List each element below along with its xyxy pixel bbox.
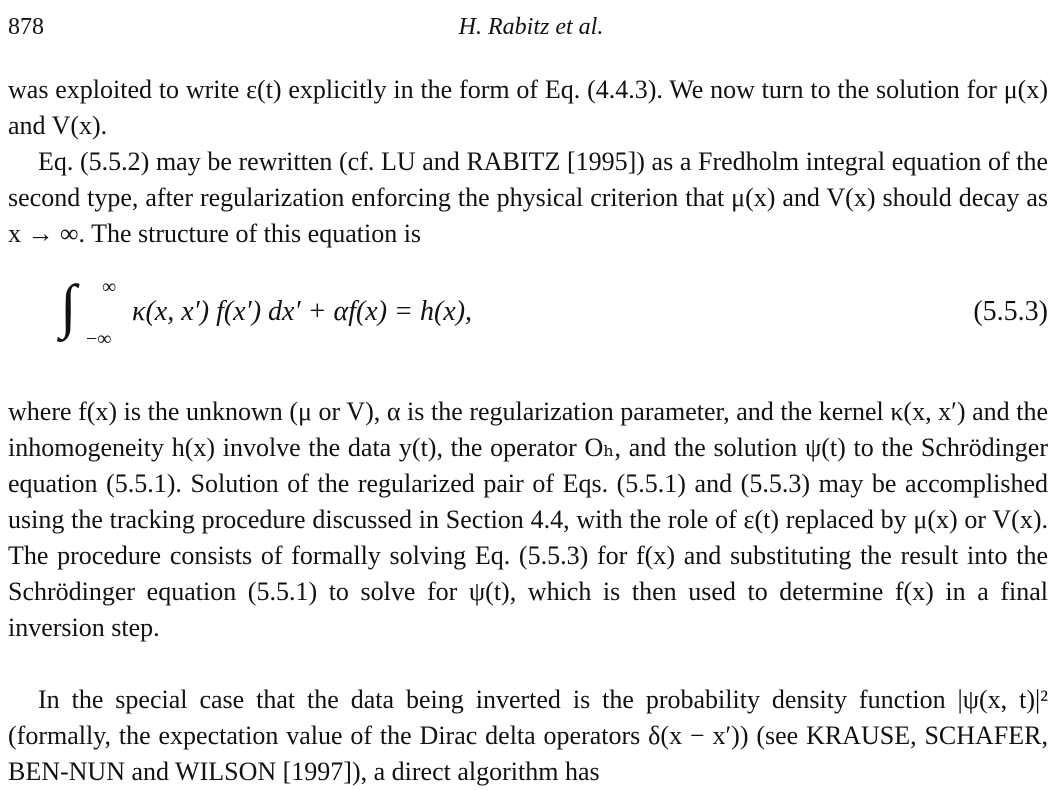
- paragraph-1: was exploited to write ε(t) explicitly in the form of Eq. (4.4.3). We now turn to the solution for μ(x) and V(x).: [8, 75, 1048, 140]
- equation-5-5-3: [60, 273, 1048, 356]
- equation-expression: κ(x, x′) f(x′) dx′ + αf(x) = h(x),: [132, 296, 473, 327]
- integral-lower-limit: −∞: [86, 328, 112, 350]
- paragraph-3: where f(x) is the unknown (μ or V), α is the regularization parameter, and the kernel κ(x, x′) and the inhomogeneity h(x) involve the data y(t), the operator Oₕ, and the solution ψ(t) to the Schrödinger equation (5.5.1). Solution of the regularized pair of Eqs. (5.5.1) and (5.5.3) may be accomplished using the tracking procedure discussed in Section 4.4, with the role of ε(t) replaced by μ(x) or V(x). The procedure consists of formally solving Eq. (5.5.3) for f(x) and substituting the result into the Schrödinger equation (5.5.1) to solve for ψ(t), which is then used to determine f(x) in a final inversion step.: [8, 397, 1048, 642]
- integral-upper-limit: ∞: [102, 276, 117, 298]
- equation-number: (5.5.3): [973, 296, 1048, 327]
- paragraph-2: Eq. (5.5.2) may be rewritten (cf. LU and RABITZ [1995]) as a Fredholm integral equation of the second type, after regularization enforcing the physical criterion that μ(x) and V(x) should decay as x → ∞. The structure of this equation is: [8, 147, 1048, 248]
- running-head: H. Rabitz et al.: [458, 14, 604, 40]
- paragraph-4: In the special case that the data being inverted is the probability density function |ψ(x, t)|² (formally, the expectation value of the Dirac delta operators δ(x − x′)) (see KRAUSE, SCHAFER, BEN-NUN and WILSON [1997]), a direct algorithm has: [8, 685, 1048, 786]
- integral-sign: ∫: [60, 273, 77, 339]
- page-number: 878: [8, 14, 44, 40]
